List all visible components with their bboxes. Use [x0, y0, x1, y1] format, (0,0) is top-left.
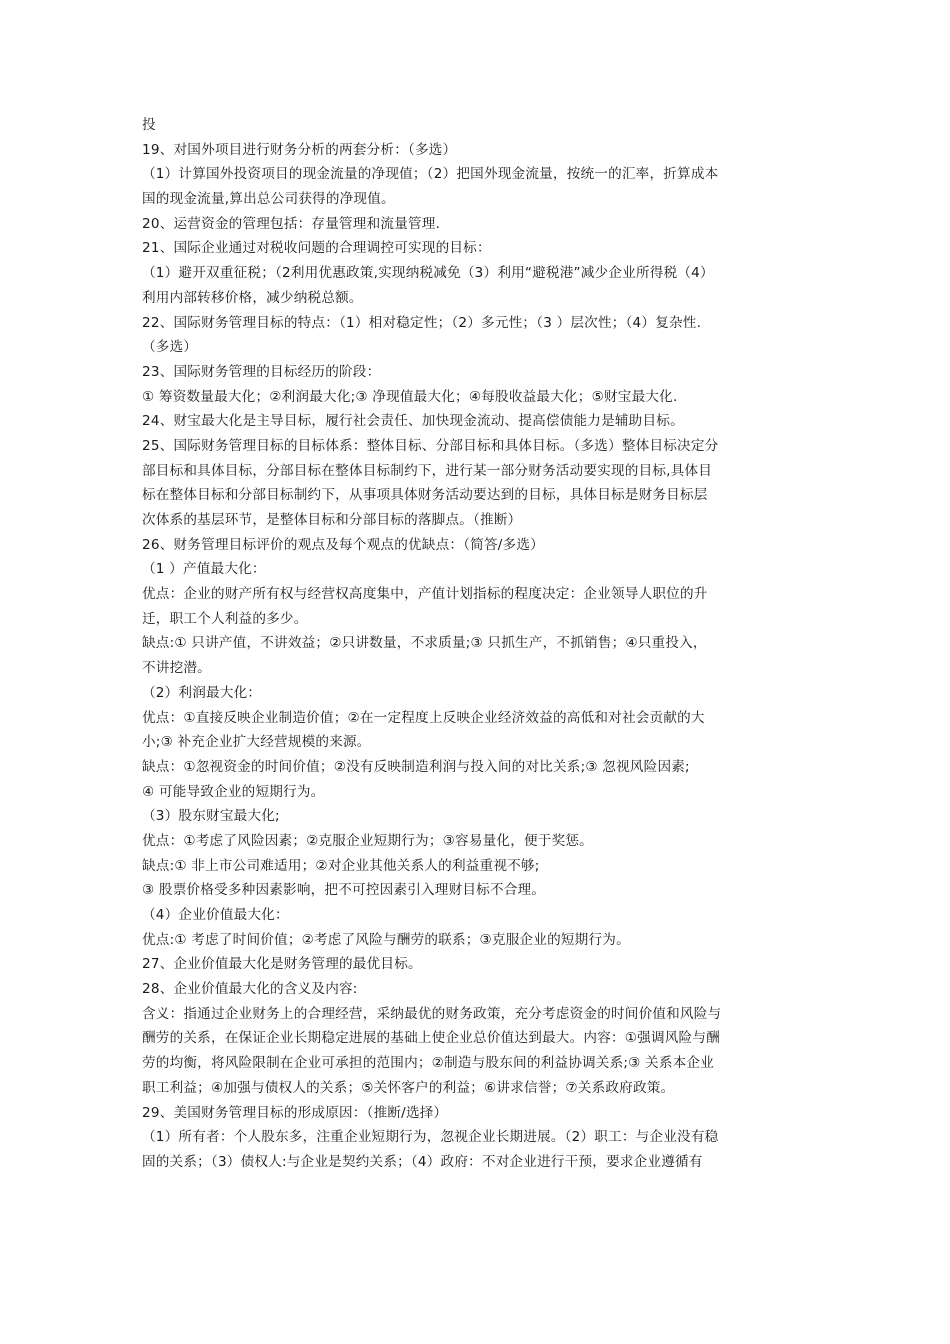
text-line: ① 筹资数量最大化；②利润最大化;③ 净现值最大化；④每股收益最大化；⑤财宝最大化.	[142, 388, 678, 405]
text-line: 缺点:① 只讲产值，不讲效益；②只讲数量，不求质量;③ 只抓生产，不抓销售；④只重投入，	[142, 635, 707, 652]
subheading: （4）企业价值最大化：	[142, 907, 289, 923]
text-line: 缺点：①忽视资金的时间价值；②没有反映制造利润与投入间的对比关系;③ 忽视风险因素;	[142, 758, 690, 775]
text-line: 优点：企业的财产所有权与经营权高度集中，产值计划指标的程度决定：企业领导人职位的升	[142, 586, 708, 603]
subheading: （2）利润最大化：	[142, 684, 262, 701]
text-line: 缺点:① 非上市公司难适用；②对企业其他关系人的利益重视不够;	[142, 857, 540, 874]
text-line: 小;③ 补充企业扩大经营规模的来源。	[142, 734, 371, 751]
text-line: （1）避开双重征税；（2利用优惠政策,实现纳税减免（3）利用“避税港”减少企业所得税（4）	[142, 265, 714, 282]
text-line: 不讲挖潜。	[142, 660, 211, 677]
text-line: 优点:① 考虑了时间价值；②考虑了风险与酬劳的联系；③克服企业的短期行为。	[142, 931, 630, 948]
subheading: （1 ）产值最大化：	[142, 561, 266, 578]
text-line: 国的现金流量,算出总公司获得的净现值。	[142, 191, 395, 208]
text-line: 酬劳的关系，在保证企业长期稳定进展的基础上使企业总价值达到最大。内容：①强调风险与酬	[142, 1030, 720, 1047]
text-line: 标在整体目标和分部目标制约下，从事项具体财务活动要达到的目标，具体目标是财务目标层	[142, 487, 708, 504]
question-20-heading: 20、运营资金的管理包括：存量管理和流量管理.	[142, 215, 441, 232]
text-line: ④ 可能导致企业的短期行为。	[142, 783, 325, 800]
text-line-fragment: 投	[142, 117, 156, 133]
question-27-heading: 27、企业价值最大化是财务管理的最优目标。	[142, 956, 422, 973]
question-25-heading: 25、国际财务管理目标的目标体系：整体目标、分部目标和具体目标。（多选）整体目标决定分	[142, 437, 719, 454]
text-line: （1）计算国外投资项目的现金流量的净现值；（2）把国外现金流量，按统一的汇率，折算成本	[142, 166, 719, 183]
text-line: （1）所有者：个人股东多，注重企业短期行为，忽视企业长期进展。（2）职工：与企业没有稳	[142, 1129, 719, 1146]
text-line: （多选）	[142, 339, 198, 356]
subheading: （3）股东财宝最大化;	[142, 808, 280, 825]
text-line: 利用内部转移价格，减少纳税总额。	[142, 289, 363, 306]
text-line: 优点：①直接反映企业制造价值；②在一定程度上反映企业经济效益的高低和对社会贡献的大	[142, 709, 705, 726]
question-26-heading: 26、财务管理目标评价的观点及每个观点的优缺点：（简答/多选）	[142, 536, 544, 553]
text-line: 优点：①考虑了风险因素；②克服企业短期行为；③容易量化，便于奖惩。	[142, 832, 593, 849]
text-line: ③ 股票价格受多种因素影响，把不可控因素引入理财目标不合理。	[142, 882, 546, 899]
question-21-heading: 21、国际企业通过对税收问题的合理调控可实现的目标：	[142, 240, 491, 257]
text-line: 职工利益；④加强与债权人的关系；⑤关怀客户的利益；⑥讲求信誉；⑦关系政府政策。	[142, 1079, 675, 1096]
text-line: 次体系的基层环节，是整体目标和分部目标的落脚点。（推断）	[142, 512, 522, 528]
question-23-heading: 23、国际财务管理的目标经历的阶段：	[142, 363, 381, 380]
question-22-heading: 22、国际财务管理目标的特点：（1）相对稳定性；（2）多元性；（3 ）层次性；（4）复杂性.	[142, 314, 702, 331]
text-line: 劳的均衡，将风险限制在企业可承担的范围内；②制造与股东间的利益协调关系;③ 关系本企业	[142, 1055, 715, 1072]
question-24-heading: 24、财宝最大化是主导目标，履行社会责任、加快现金流动、提高偿债能力是辅助目标。	[142, 413, 684, 430]
text-line: 部目标和具体目标，分部目标在整体目标制约下，进行某一部分财务活动要实现的目标,具体目	[142, 462, 713, 479]
document-body	[142, 113, 822, 1175]
text-line: 迁，职工个人利益的多少。	[142, 610, 308, 627]
question-29-heading: 29、美国财务管理目标的形成原因：（推断/选择）	[142, 1104, 448, 1121]
text-line: 固的关系；（3）债权人:与企业是契约关系；（4）政府：不对企业进行干预，要求企业遵循有	[142, 1153, 703, 1170]
question-19-heading: 19、对国外项目进行财务分析的两套分析：（多选）	[142, 141, 457, 158]
text-line: 含义：指通过企业财务上的合理经营，采纳最优的财务政策，充分考虑资金的时间价值和风险与	[142, 1005, 722, 1022]
question-28-heading: 28、企业价值最大化的含义及内容:	[142, 981, 358, 998]
